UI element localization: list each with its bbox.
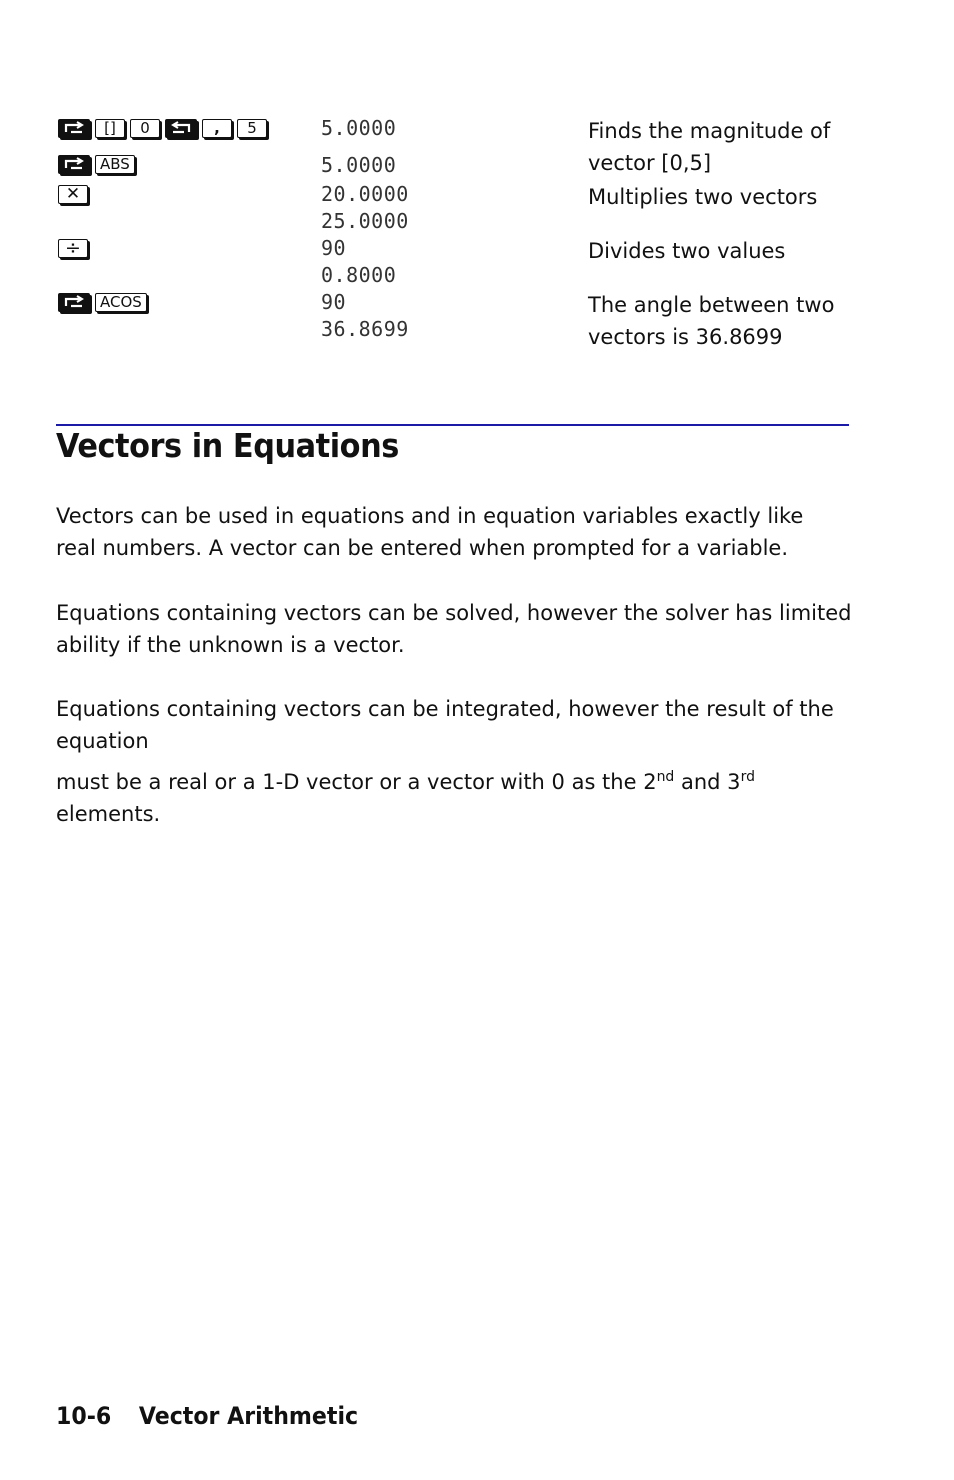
chapter-title: Vector Arithmetic [138,1402,359,1430]
description-3: Multiplies two vectors [588,185,818,209]
paragraph-3-text-c: elements. [56,802,161,826]
paragraph-3-line-1: Equations containing vectors can be integrated, however the result of the equation [56,697,834,753]
brackets-key: [] [95,119,125,138]
left-shift-key [165,119,197,138]
description-5a: The angle between two [588,293,835,317]
paragraph-3-text-a: must be a real or a 1-D vector or a vector with 0 as the 2 [56,770,657,794]
keystroke-row-5 [58,291,147,313]
description-5b: vectors is 36.8699 [588,325,783,349]
display-result-5b: 36.8699 [321,317,409,341]
paragraph-3-line-2 [56,761,856,830]
display-result-2: 5.0000 [321,153,397,177]
paragraph-2: Equations containing vectors can be solved, however the solver has limited ability if the unknown is a vector. [56,601,852,657]
display-result-4b: 0.8000 [321,263,397,287]
left-shift-arrow-icon [170,121,192,135]
description-1a: Finds the magnitude of [588,119,831,143]
right-shift-key [58,119,90,138]
superscript-nd: nd [656,769,675,785]
superscript-rd: rd [740,769,755,785]
section-heading: Vectors in Equations [56,426,399,465]
page-footer [56,1402,358,1430]
keystroke-row-1 [58,117,267,139]
multiply-key: ✕ [58,185,88,204]
page-number: 10-6 [56,1402,112,1430]
keystroke-row-2 [58,153,135,175]
keystroke-row-4 [58,237,88,259]
acos-key: ACOS [95,293,147,312]
five-key: 5 [237,119,267,138]
display-result-3b: 25.0000 [321,209,409,233]
right-shift-key [58,293,90,312]
right-shift-arrow-icon [63,121,85,135]
display-result-1: 5.0000 [321,116,397,140]
keystroke-row-3 [58,183,88,205]
description-4: Divides two values [588,239,786,263]
paragraph-3 [56,693,856,830]
description-1b: vector [0,5] [588,151,712,175]
divide-key: ÷ [58,239,88,258]
abs-key: ABS [95,155,135,174]
comma-key: , [202,119,232,138]
right-shift-key [58,155,90,174]
display-result-4a: 90 [321,236,347,260]
paragraph-3-text-b: and 3 [674,770,741,794]
display-result-3a: 20.0000 [321,182,409,206]
paragraph-1: Vectors can be used in equations and in equation variables exactly like real numbers. A vector can be entered when prompted for a variable. [56,504,804,560]
right-shift-arrow-icon [63,295,85,309]
right-shift-arrow-icon [63,157,85,171]
zero-key: 0 [130,119,160,138]
display-result-5a: 90 [321,290,347,314]
